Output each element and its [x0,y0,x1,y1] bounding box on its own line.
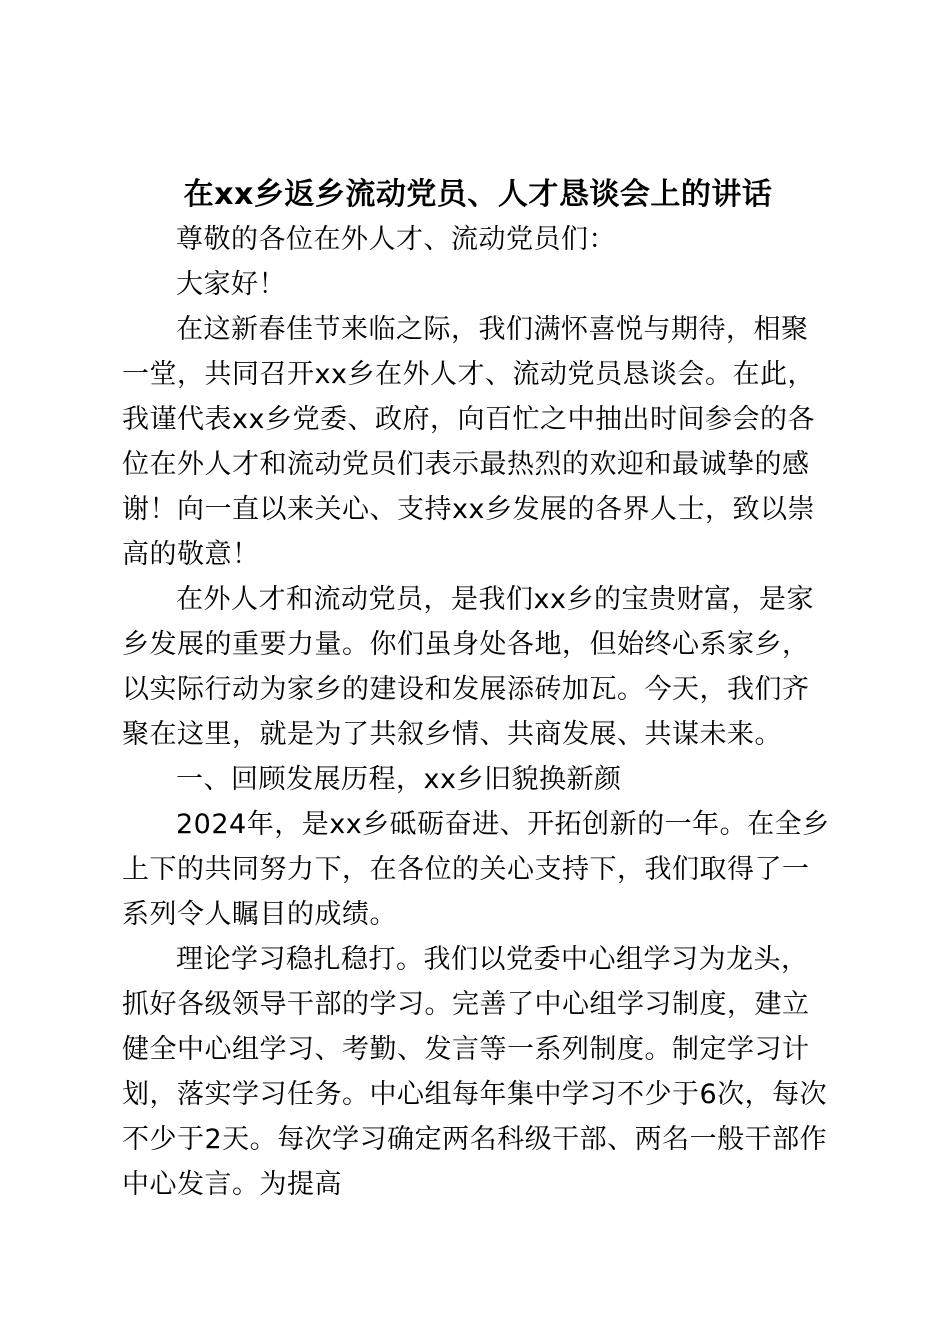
document-title: 在xx乡返乡流动党员、人才恳谈会上的讲话 [183,177,773,212]
body-paragraph-2024-achievements: 2024年，是xx乡砥砺奋进、开拓创新的一年。在全乡上下的共同努力下，在各位的关心支持下，我们取得了一系列令人瞩目的成绩。 [122,809,830,930]
greeting-paragraph: 大家好！ [176,269,286,300]
body-paragraph-theory-study: 理论学习稳扎稳打。我们以党委中心组学习为龙头，抓好各级领导干部的学习。完善了中心组学习制度，建立健全中心组学习、考勤、发言等一系列制度。制定学习计划，落实学习任务。中心组每年集中学习不少于6次，每次不少于2天。每次学习确定两名科级干部、两名一般干部作中心发言。为提高 [122,944,828,1200]
document-body [122,172,834,1207]
salutation-paragraph: 尊敬的各位在外人才、流动党员们： [176,224,616,255]
section-heading-review: 一、回顾发展历程，xx乡旧貌换新颜 [176,764,622,795]
body-paragraph-opening: 在这新春佳节来临之际，我们满怀喜悦与期待，相聚一堂，共同召开xx乡在外人才、流动党员恳谈会。在此，我谨代表xx乡党委、政府，向百忙之中抽出时间参会的各位在外人才和流动党员们表示最热烈的欢迎和最诚挚的感谢！向一直以来关心、支持xx乡发展的各界人士，致以崇高的敬意！ [122,314,815,570]
body-paragraph-appreciation: 在外人才和流动党员，是我们xx乡的宝贵财富，是家乡发展的重要力量。你们虽身处各地，但始终心系家乡，以实际行动为家乡的建设和发展添砖加瓦。今天，我们齐聚在这里，就是为了共叙乡情、共商发展、共谋未来。 [122,584,814,750]
